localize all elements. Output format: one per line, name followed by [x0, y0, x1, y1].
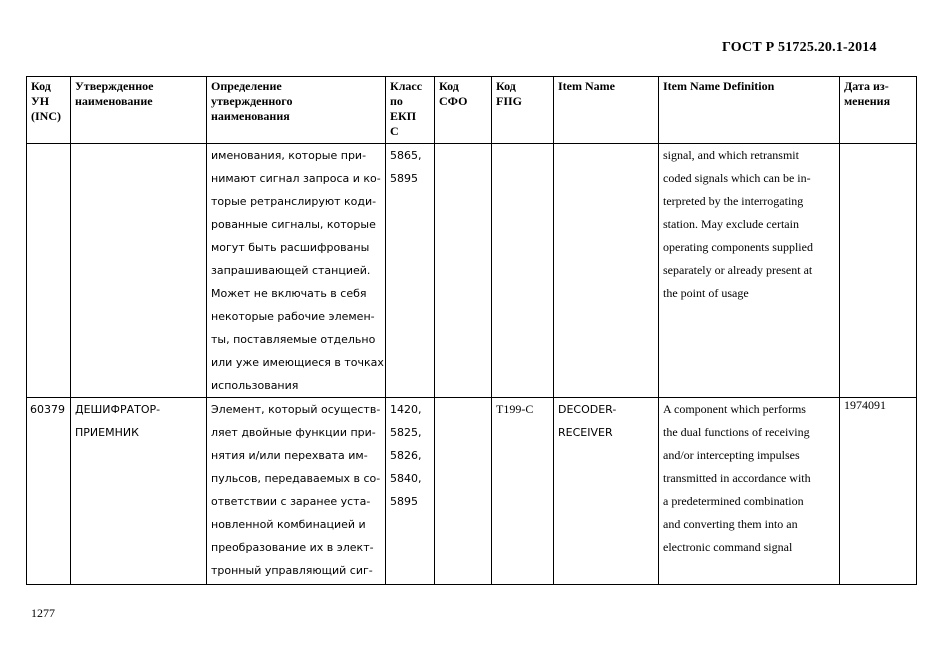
header-item-name: Item Name: [554, 77, 659, 144]
header-ekps-class: Класс по ЕКП С: [386, 77, 435, 144]
cell-ekps-class: 5865, 5895: [386, 144, 435, 398]
cell-item-name-definition: signal, and which retransmit coded signals which can be in- terpreted by the interrogating station. May exclude certain operating components supplied separately or already present at the point of usage: [659, 144, 840, 398]
page-number: 1277: [31, 606, 55, 620]
header-item-name-definition: Item Name Definition: [659, 77, 840, 144]
cell-approved-name: [71, 144, 207, 398]
table-row: [27, 144, 917, 398]
header-inc: Код УН (INC): [27, 77, 71, 144]
table-row: [27, 398, 917, 585]
header-row: [27, 77, 917, 144]
header-change-date: Дата из- менения: [840, 77, 917, 144]
cell-fiig-code: [492, 144, 554, 398]
cell-change-date: 1974091: [840, 398, 917, 585]
cell-item-name-definition: A component which performs the dual functions of receiving and/or intercepting impulses transmitted in accordance with a predetermined combination and converting them into an electronic command signal: [659, 398, 840, 585]
header-fiig-code: Код FIIG: [492, 77, 554, 144]
cell-inc: 60379: [27, 398, 71, 585]
header-sfo-code: Код СФО: [435, 77, 492, 144]
cell-inc: [27, 144, 71, 398]
cell-item-name: [554, 144, 659, 398]
cell-sfo-code: [435, 398, 492, 585]
classification-table: [26, 76, 917, 585]
cell-ekps-class: 1420, 5825, 5826, 5840, 5895: [386, 398, 435, 585]
header-approved-name: Утвержденное наименование: [71, 77, 207, 144]
header-definition: Определение утвержденного наименования: [207, 77, 386, 144]
cell-approved-name: ДЕШИФРАТОР- ПРИЕМНИК: [71, 398, 207, 585]
cell-item-name: DECODER- RECEIVER: [554, 398, 659, 585]
cell-change-date: [840, 144, 917, 398]
cell-sfo-code: [435, 144, 492, 398]
cell-fiig-code: T199-C: [492, 398, 554, 585]
cell-definition: именования, которые при- нимают сигнал запроса и ко- торые ретранслируют коди- рованные сигналы, которые могут быть расшифрованы запрашивающей станцией. Может не включать в себя некоторые рабочие элемен- ты, поставляемые отдельно или уже имеющиеся в точках использования: [207, 144, 386, 398]
cell-definition: Элемент, который осуществ- ляет двойные функции при- нятия и/или перехвата им- пульсов, передаваемых в со- ответствии с заранее уста- новленной комбинацией и преобразование их в элект- тронный управляющий сиг-: [207, 398, 386, 585]
document-code: ГОСТ Р 51725.20.1-2014: [722, 40, 877, 55]
